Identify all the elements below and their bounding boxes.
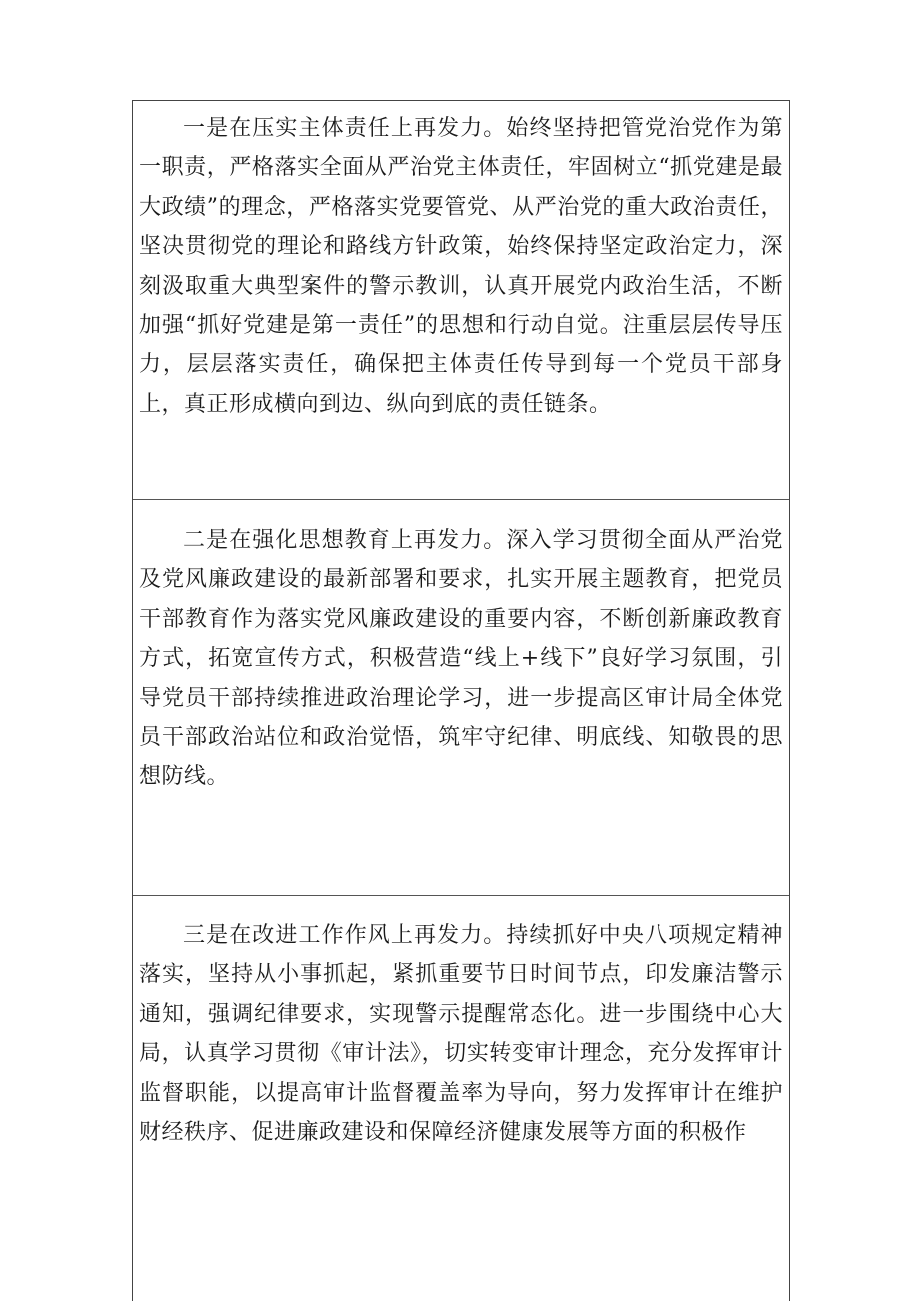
- paragraph-2: 二是在强化思想教育上再发力。深入学习贯彻全面从严治党及党风廉政建设的最新部署和要求，扎实开展主题教育，把党员干部教育作为落实党风廉政建设的重要内容，不断创新廉政教育方式，拓宽宣传方式，积极营造“线上+线下”良好学习氛围，引导党员干部持续推进政治理论学习，进一步提高区审计局全体党员干部政治站位和政治觉悟，筑牢守纪律、明底线、知敬畏的思想防线。: [139, 528, 783, 790]
- paragraph-1: 一是在压实主体责任上再发力。始终坚持把管党治党作为第一职责，严格落实全面从严治党主体责任，牢固树立“抓党建是最大政绩”的理念，严格落实党要管党、从严治党的重大政治责任，坚决贯彻党的理论和路线方针政策，始终保持坚定政治定力，深刻汲取重大典型案件的警示教训，认真开展党内政治生活，不断加强“抓好党建是第一责任”的思想和行动自觉。注重层层传导压力，层层落实责任，确保把主体责任传导到每一个党员干部身上，真正形成横向到边、纵向到底的责任链条。: [139, 116, 783, 417]
- section-divider: [133, 499, 789, 500]
- section-education: [133, 521, 789, 797]
- paragraph-3: 三是在改进工作作风上再发力。持续抓好中央八项规定精神落实，坚持从小事抓起，紧抓重要节日时间节点，印发廉洁警示通知，强调纪律要求，实现警示提醒常态化。进一步围绕中心大局，认真学习贯彻《审计法》，切实转变审计理念，充分发挥审计监督职能，以提高审计监督覆盖率为导向，努力发挥审计在维护财经秩序、促进廉政建设和保障经济健康发展等方面的积极作: [139, 923, 783, 1146]
- document-frame: [132, 100, 790, 1301]
- section-work-style: [133, 916, 789, 1152]
- section-divider: [133, 895, 789, 896]
- section-responsibility: [133, 109, 789, 424]
